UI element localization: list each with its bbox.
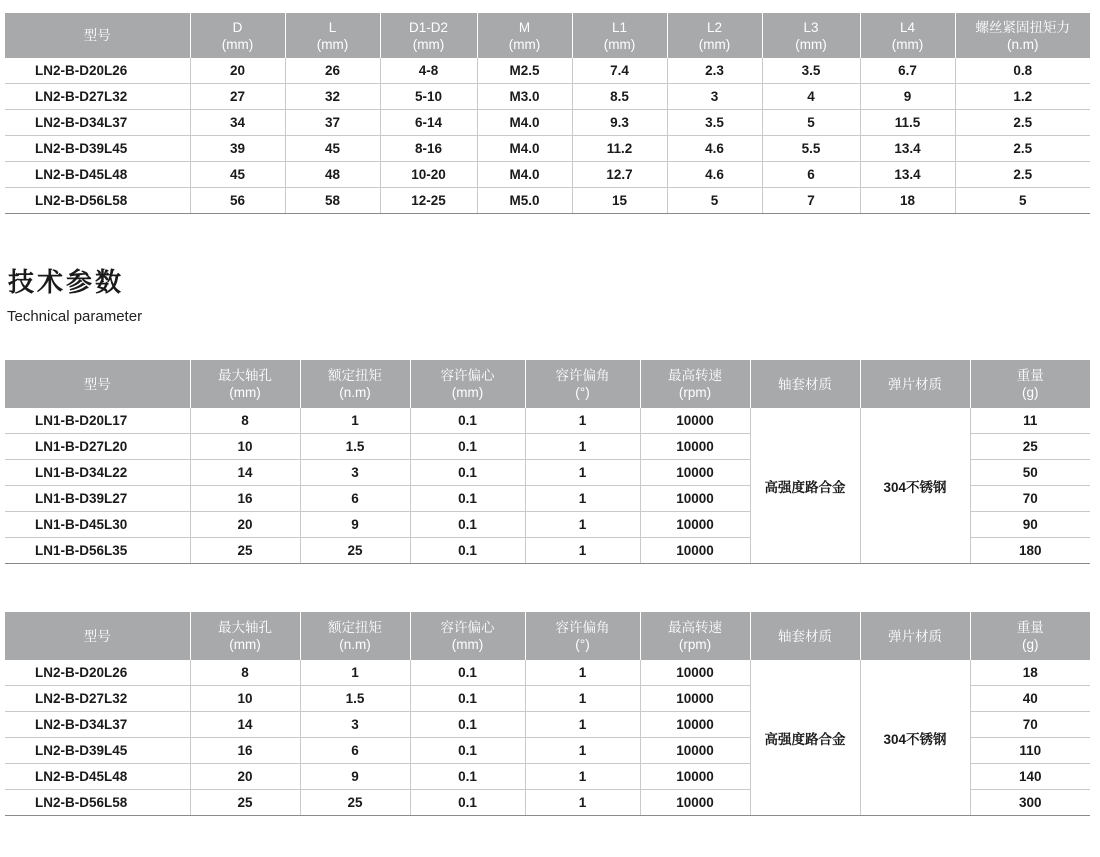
cell: 6 [300,738,410,764]
cell: 11 [970,408,1090,434]
parameter-table-ln1 [5,360,1090,564]
cell: 34 [190,110,285,136]
cell: 37 [285,110,380,136]
cell: 0.1 [410,686,525,712]
header-screw-torque: 螺丝紧固扭矩力 (n.m) [955,13,1090,58]
cell: 70 [970,712,1090,738]
cell: 11.5 [860,110,955,136]
cell: 18 [860,188,955,214]
cell: 8.5 [572,84,667,110]
cell: 0.1 [410,660,525,686]
cell: 1 [525,434,640,460]
table-header-row [5,13,1090,58]
cell: 10 [190,434,300,460]
cell: 1 [525,486,640,512]
header-spring-material: 弹片材质 [860,360,970,408]
cell: 0.1 [410,790,525,816]
cell: 26 [285,58,380,84]
cell-model: LN2-B-D34L37 [5,110,190,136]
table-row [5,660,1090,686]
cell: 10000 [640,712,750,738]
cell: M4.0 [477,110,572,136]
cell: 13.4 [860,162,955,188]
cell: 5 [667,188,762,214]
cell: 9 [300,512,410,538]
cell: 3 [300,712,410,738]
cell-model: LN2-B-D45L48 [5,764,190,790]
cell: 25 [300,790,410,816]
cell-model: LN1-B-D27L20 [5,434,190,460]
cell: 1 [300,660,410,686]
cell: 6 [300,486,410,512]
cell: 4-8 [380,58,477,84]
table-row [5,110,1090,136]
cell-model: LN1-B-D20L17 [5,408,190,434]
cell: 15 [572,188,667,214]
cell: 0.1 [410,408,525,434]
cell-model: LN2-B-D56L58 [5,790,190,816]
cell: 1 [525,512,640,538]
cell: 50 [970,460,1090,486]
cell: 10000 [640,738,750,764]
cell: 12.7 [572,162,667,188]
header-max-speed: 最高转速 (rpm) [640,360,750,408]
header-angle: 容许偏角 (°) [525,360,640,408]
parameter-table-ln2 [5,612,1090,816]
header-sleeve-material: 轴套材质 [750,612,860,660]
cell: 0.8 [955,58,1090,84]
header-max-speed: 最高转速 (rpm) [640,612,750,660]
cell: 5.5 [762,136,860,162]
cell: 1.2 [955,84,1090,110]
cell: 4.6 [667,162,762,188]
cell: M2.5 [477,58,572,84]
cell: 56 [190,188,285,214]
header-rated-torque: 额定扭矩 (n.m) [300,360,410,408]
cell: 6.7 [860,58,955,84]
cell: 58 [285,188,380,214]
cell: 39 [190,136,285,162]
cell-model: LN2-B-D39L45 [5,136,190,162]
header-l4: L4 (mm) [860,13,955,58]
header-eccentricity: 容许偏心 (mm) [410,360,525,408]
header-d1-d2: D1-D2 (mm) [380,13,477,58]
header-weight: 重量 (g) [970,612,1090,660]
cell: 20 [190,58,285,84]
header-l1: L1 (mm) [572,13,667,58]
cell: 8 [190,408,300,434]
cell-model: LN2-B-D20L26 [5,660,190,686]
cell: 70 [970,486,1090,512]
cell: 10000 [640,486,750,512]
dimension-table [5,13,1090,214]
table-row [5,84,1090,110]
cell: 300 [970,790,1090,816]
cell-model: LN2-B-D39L45 [5,738,190,764]
cell: 40 [970,686,1090,712]
cell: 2.5 [955,136,1090,162]
section-title: 技术参数 [8,268,125,298]
cell: 2.5 [955,110,1090,136]
cell: 1 [525,790,640,816]
cell: 1 [525,686,640,712]
cell: 140 [970,764,1090,790]
header-spring-material: 弹片材质 [860,612,970,660]
cell: 0.1 [410,712,525,738]
cell: 1.5 [300,686,410,712]
header-m: M (mm) [477,13,572,58]
header-model: 型号 [5,612,190,660]
cell-model: LN2-B-D45L48 [5,162,190,188]
cell: 20 [190,512,300,538]
cell: 1 [525,408,640,434]
cell-model: LN1-B-D45L30 [5,512,190,538]
cell: 25 [970,434,1090,460]
cell: 6 [762,162,860,188]
cell: 7.4 [572,58,667,84]
table-row [5,162,1090,188]
cell: 16 [190,486,300,512]
header-max-bore: 最大轴孔 (mm) [190,612,300,660]
header-angle: 容许偏角 (°) [525,612,640,660]
cell: 25 [190,538,300,564]
header-model: 型号 [5,13,190,58]
cell: 12-25 [380,188,477,214]
header-l: L (mm) [285,13,380,58]
cell-model: LN1-B-D39L27 [5,486,190,512]
cell: 6-14 [380,110,477,136]
cell: 0.1 [410,738,525,764]
cell: 27 [190,84,285,110]
cell-model: LN2-B-D20L26 [5,58,190,84]
cell-sleeve-material: 高强度路合金 [750,408,860,564]
cell: 45 [190,162,285,188]
cell: 48 [285,162,380,188]
header-model: 型号 [5,360,190,408]
header-weight: 重量 (g) [970,360,1090,408]
header-l3: L3 (mm) [762,13,860,58]
cell-model: LN1-B-D34L22 [5,460,190,486]
cell: 5 [955,188,1090,214]
section-subtitle: Technical parameter [7,308,143,325]
cell: 1.5 [300,434,410,460]
header-sleeve-material: 轴套材质 [750,360,860,408]
cell: 13.4 [860,136,955,162]
cell-model: LN2-B-D56L58 [5,188,190,214]
cell: 20 [190,764,300,790]
cell-model: LN1-B-D56L35 [5,538,190,564]
cell: 1 [525,712,640,738]
cell: M5.0 [477,188,572,214]
cell-spring-material: 304不锈钢 [860,660,970,816]
cell: 10-20 [380,162,477,188]
cell: 3 [300,460,410,486]
table-row [5,188,1090,214]
cell: 10000 [640,512,750,538]
cell: 8 [190,660,300,686]
cell: 5 [762,110,860,136]
cell: 1 [525,738,640,764]
cell: 32 [285,84,380,110]
cell: 3.5 [762,58,860,84]
cell: 10000 [640,790,750,816]
cell: 25 [190,790,300,816]
cell: 10000 [640,538,750,564]
cell: 7 [762,188,860,214]
cell: 1 [525,460,640,486]
cell: 10000 [640,764,750,790]
cell: 90 [970,512,1090,538]
cell: 1 [525,660,640,686]
cell: M3.0 [477,84,572,110]
table-header-row [5,360,1090,408]
cell-model: LN2-B-D27L32 [5,84,190,110]
table-header-row [5,612,1090,660]
cell: 16 [190,738,300,764]
cell-sleeve-material: 高强度路合金 [750,660,860,816]
header-max-bore: 最大轴孔 (mm) [190,360,300,408]
cell: 2.3 [667,58,762,84]
cell: 0.1 [410,486,525,512]
cell: 18 [970,660,1090,686]
cell: 10000 [640,434,750,460]
cell: 1 [300,408,410,434]
cell: M4.0 [477,136,572,162]
cell: 0.1 [410,764,525,790]
cell: 1 [525,764,640,790]
cell: 5-10 [380,84,477,110]
cell: 10000 [640,660,750,686]
cell: 25 [300,538,410,564]
cell: 9 [860,84,955,110]
table-row [5,136,1090,162]
header-rated-torque: 额定扭矩 (n.m) [300,612,410,660]
header-d: D (mm) [190,13,285,58]
header-l2: L2 (mm) [667,13,762,58]
cell: 14 [190,460,300,486]
cell: 4 [762,84,860,110]
cell: 0.1 [410,460,525,486]
cell: 1 [525,538,640,564]
cell: 0.1 [410,538,525,564]
cell-spring-material: 304不锈钢 [860,408,970,564]
cell: 9.3 [572,110,667,136]
cell: 11.2 [572,136,667,162]
cell: 10 [190,686,300,712]
cell: 10000 [640,686,750,712]
cell-model: LN2-B-D34L37 [5,712,190,738]
cell: 10000 [640,408,750,434]
cell: M4.0 [477,162,572,188]
cell: 14 [190,712,300,738]
cell: 110 [970,738,1090,764]
cell: 3.5 [667,110,762,136]
cell: 0.1 [410,512,525,538]
cell: 8-16 [380,136,477,162]
cell: 4.6 [667,136,762,162]
cell: 180 [970,538,1090,564]
cell: 2.5 [955,162,1090,188]
cell: 10000 [640,460,750,486]
table-row [5,58,1090,84]
header-eccentricity: 容许偏心 (mm) [410,612,525,660]
cell: 3 [667,84,762,110]
cell-model: LN2-B-D27L32 [5,686,190,712]
cell: 0.1 [410,434,525,460]
cell: 45 [285,136,380,162]
table-row [5,408,1090,434]
cell: 9 [300,764,410,790]
